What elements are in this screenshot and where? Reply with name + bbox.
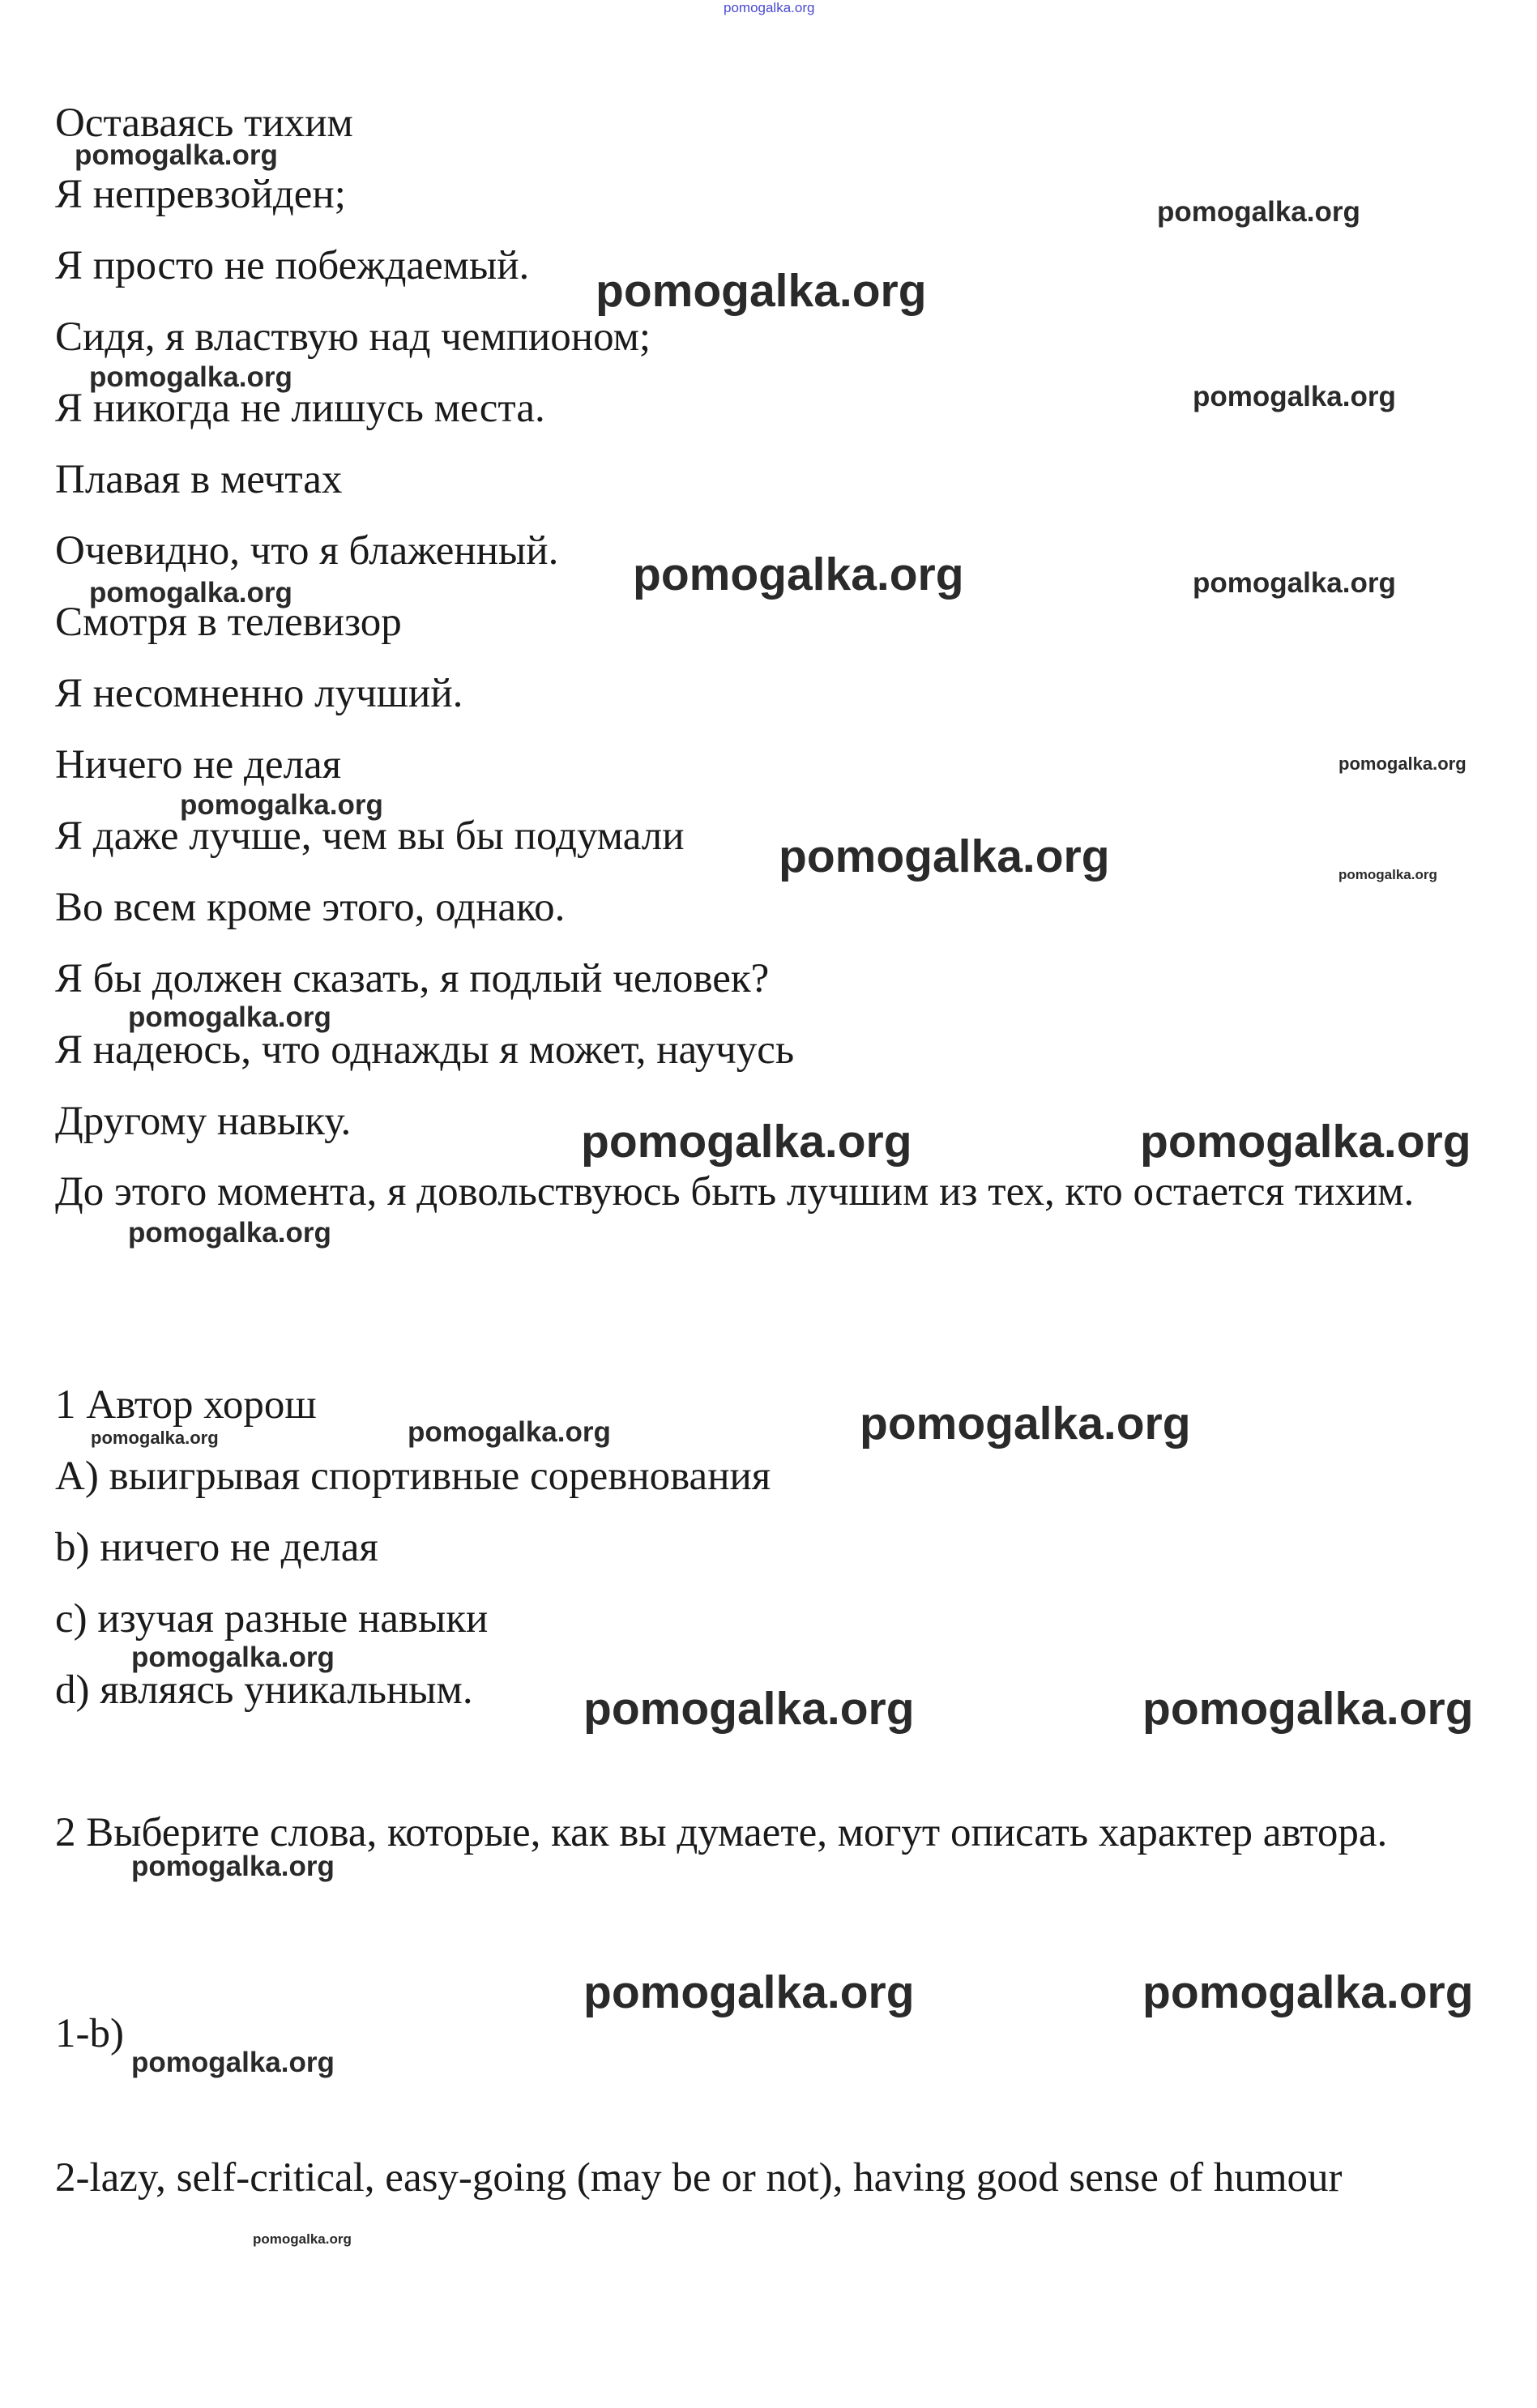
- watermark-text: pomogalka.org: [583, 1966, 915, 2018]
- task2-question: 2 Выберите слова, которые, как вы думаете, могут описать характер автора.: [55, 1810, 1388, 1855]
- watermark-text: pomogalka.org: [581, 1116, 912, 1168]
- poem-line: Я просто не побеждаемый.: [55, 243, 530, 288]
- poem-line: Другому навыку.: [55, 1099, 352, 1144]
- watermark-text: pomogalka.org: [1140, 1116, 1471, 1168]
- poem-line: Плавая в мечтах: [55, 457, 343, 502]
- poem-closing-line: До этого момента, я довольствуюсь быть лучшим из тех, кто остается тихим.: [55, 1169, 1415, 1215]
- poem-line: Очевидно, что я блаженный.: [55, 528, 559, 574]
- watermark-text: pomogalka.org: [128, 1001, 331, 1033]
- watermark-text: pomogalka.org: [779, 830, 1110, 882]
- watermark-text: pomogalka.org: [131, 2047, 335, 2078]
- watermark-text: pomogalka.org: [1142, 1683, 1474, 1735]
- top-source-link[interactable]: pomogalka.org: [724, 0, 815, 15]
- answer-2: 2-lazy, self-critical, easy-going (may be or not), having good sense of humour: [55, 2155, 1343, 2201]
- watermark-text: pomogalka.org: [253, 2231, 352, 2247]
- poem-line: Сидя, я властвую над чемпионом;: [55, 314, 651, 360]
- watermark-text: pomogalka.org: [128, 1217, 331, 1249]
- watermark-text: pomogalka.org: [408, 1416, 611, 1448]
- poem-line: Я надеюсь, что однажды я может, научусь: [55, 1027, 795, 1073]
- task1-option-a: A) выигрывая спортивные соревнования: [55, 1454, 771, 1499]
- watermark-text: pomogalka.org: [91, 1428, 219, 1448]
- watermark-text: pomogalka.org: [1193, 567, 1396, 599]
- watermark-text: pomogalka.org: [131, 1851, 335, 1882]
- watermark-text: pomogalka.org: [1142, 1966, 1474, 2018]
- answer-1: 1-b): [55, 2011, 124, 2056]
- poem-line: Я даже лучше, чем вы бы подумали: [55, 813, 685, 859]
- watermark-text: pomogalka.org: [860, 1398, 1191, 1449]
- poem-line: Смотря в телевизор: [55, 600, 402, 645]
- poem-line: Я непревзойден;: [55, 172, 346, 217]
- watermark-text: pomogalka.org: [583, 1683, 915, 1735]
- watermark-text: pomogalka.org: [1157, 196, 1360, 228]
- task1-question: 1 Автор хорош: [55, 1382, 317, 1428]
- watermark-text: pomogalka.org: [1338, 754, 1467, 774]
- watermark-text: pomogalka.org: [89, 577, 292, 608]
- poem-line: Ничего не делая: [55, 742, 342, 788]
- poem-line: Оставаясь тихим: [55, 100, 353, 146]
- task1-option-b: b) ничего не делая: [55, 1525, 378, 1570]
- poem-line: Я бы должен сказать, я подлый человек?: [55, 956, 770, 1001]
- watermark-text: pomogalka.org: [180, 789, 383, 821]
- task1-option-d: d) являясь уникальным.: [55, 1667, 473, 1713]
- task1-option-c: c) изучая разные навыки: [55, 1596, 489, 1642]
- watermark-text: pomogalka.org: [1338, 867, 1437, 882]
- watermark-text: pomogalka.org: [1193, 381, 1396, 412]
- poem-line: Я несомненно лучший.: [55, 671, 463, 716]
- watermark-text: pomogalka.org: [89, 361, 292, 393]
- poem-line: Я никогда не лишусь места.: [55, 386, 545, 431]
- watermark-text: pomogalka.org: [633, 549, 964, 600]
- watermark-text: pomogalka.org: [596, 265, 927, 317]
- poem-line: Во всем кроме этого, однако.: [55, 885, 566, 930]
- watermark-text: pomogalka.org: [75, 139, 278, 171]
- watermark-text: pomogalka.org: [131, 1642, 335, 1673]
